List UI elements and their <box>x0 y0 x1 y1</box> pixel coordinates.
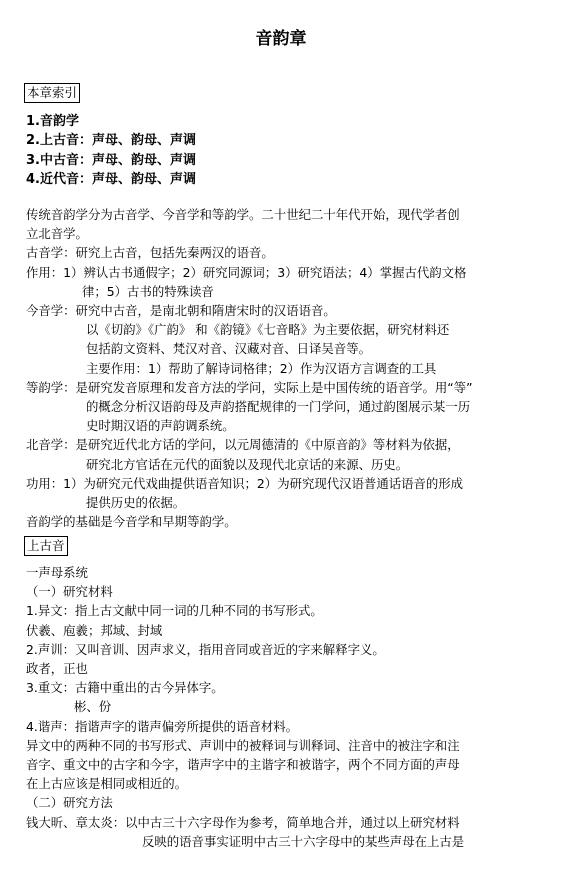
text-line: 政者，正也 <box>26 661 88 677</box>
text-line: 在上古应该是相同或相近的。 <box>26 776 188 792</box>
text-line: 提供历史的依据。 <box>86 495 186 511</box>
text-line: 3.重文：古籍中重出的古今异体字。 <box>26 680 224 696</box>
text-line: 作用：1）辨认古书通假字；2）研究同源词；3）研究语法；4）掌握古代韵文格 <box>26 264 467 280</box>
toc-item: 2.上古音：声母、韵母、声调 <box>26 133 196 149</box>
text-line: 反映的语音事实证明中古三十六字母中的某些声母在上古是 <box>142 833 465 849</box>
text-line: 的概念分析汉语韵母及声韵搭配规律的一门学问，通过韵图展示某一历 <box>86 399 471 415</box>
text-line: 4.谐声：指谐声字的谐声偏旁所提供的语音材料。 <box>26 718 299 734</box>
text-line: 异文中的两种不同的书写形式、声训中的被释词与训释词、注音中的被注字和注 <box>26 737 460 753</box>
text-line: 研究北方官话在元代的面貌以及现代北京话的来源、历史。 <box>86 456 409 472</box>
text-line: 史时期汉语的声韵调系统。 <box>86 418 235 434</box>
text-line: 功用：1）为研究元代戏曲提供语音知识；2）为研究现代汉语普通话语音的形成 <box>26 475 464 491</box>
section-header: 上古音 <box>24 536 68 556</box>
text-line: 等韵学：是研究发音原理和发音方法的学问，实际上是中国传统的语音学。用“等” <box>26 379 473 395</box>
text-line: （一）研究材料 <box>26 584 113 600</box>
text-line: 一声母系统 <box>26 565 88 580</box>
text-line: 彬、份 <box>74 699 112 715</box>
text-line: 1.异文：指上古文献中同一词的几种不同的书写形式。 <box>26 603 323 619</box>
text-line: 传统音韵学分为古音学、今音学和等韵学。二十世纪二十年代开始，现代学者创 <box>26 207 460 222</box>
text-line: （二）研究方法 <box>26 795 113 811</box>
text-line: 北音学：是研究近代北方话的学问，以元周德清的《中原音韵》等材料为依据， <box>26 437 460 453</box>
text-line: 今音学：研究中古音，是南北朝和隋唐宋时的汉语语音。 <box>26 303 336 319</box>
toc-item: 3.中古音：声母、韵母、声调 <box>26 152 196 168</box>
text-line: 音韵学的基础是今音学和早期等韵学。 <box>26 514 237 530</box>
text-line: 2.声训：又叫音训、因声求义，指用音同或音近的字来解释字义。 <box>26 641 385 657</box>
text-line: 古音学：研究上古音，包括先秦两汉的语音。 <box>26 245 274 261</box>
toc-header: 本章索引 <box>24 83 80 103</box>
text-line: 伏羲、庖羲；邦域、封域 <box>26 622 163 638</box>
section-block <box>26 563 540 851</box>
toc-item: 1.音韵学 <box>26 114 79 129</box>
page-title: 音韵章 <box>255 29 307 49</box>
text-line: 包括韵文资料、梵汉对音、汉藏对音、日译吴音等。 <box>86 341 371 357</box>
text-line: 主要作用：1）帮助了解诗词格律；2）作为汉语方言调查的工具 <box>86 360 437 376</box>
text-line: 以《切韵》《广韵》 和《韵镜》《七音略》为主要依据，研究材料还 <box>86 322 450 338</box>
intro-block <box>26 205 540 531</box>
text-line: 音字、重文中的古字和今字，谐声字中的主谐字和被谐字，两个不同方面的声母 <box>26 757 460 773</box>
text-line: 律；5）古书的特殊读音 <box>82 283 214 299</box>
toc-list <box>26 112 546 189</box>
toc-item: 4.近代音：声母、韵母、声调 <box>26 171 196 187</box>
text-line: 钱大昕、章太炎：以中古三十六字母作为参考，简单地合并，通过以上研究材料 <box>26 814 460 830</box>
text-line: 立北音学。 <box>26 226 88 242</box>
